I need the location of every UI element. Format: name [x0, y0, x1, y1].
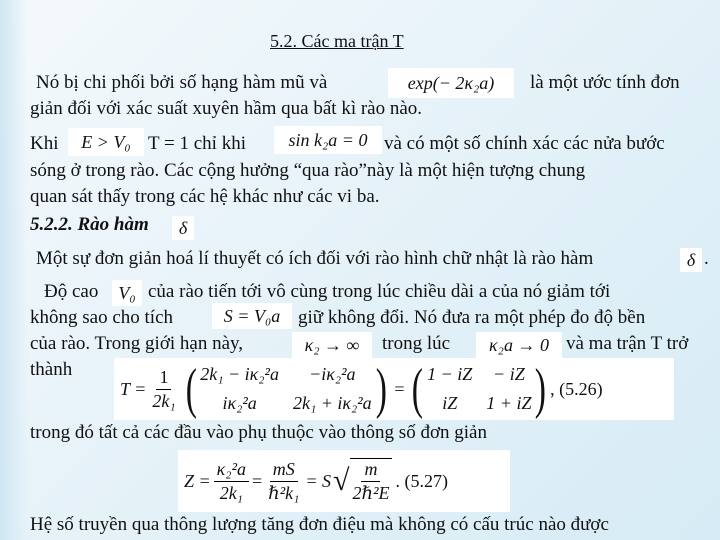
- slide-title: 5.2. Các ma trận T: [270, 31, 404, 51]
- p4-text-f: trong lúc: [382, 333, 451, 354]
- kappa-a-limit-formula: κ₂a → 0: [476, 332, 562, 358]
- barrier-strength-formula: S = V₀a: [212, 303, 292, 329]
- delta-symbol-inline: δ: [680, 248, 702, 272]
- p6-text: Hệ số truyền qua thông lượng tăng đơn điệu mà không có cấu trúc nào được: [30, 514, 609, 535]
- p2-text-b: T = 1 chỉ khi: [148, 133, 246, 154]
- p2-text-d: sóng ở trong rào. Các cộng hưởng “qua rào”này là một hiện tượng chung: [30, 160, 586, 181]
- eq526-matrix-left: ( 2k₁ − iκ₂²a −iκ₂²a iκ₂²a 2k₁ + iκ₂²a ): [185, 358, 387, 420]
- eq526-prefactor: $\frac{1}{\text{2k₁}}$: [152, 366, 176, 411]
- p4-text-h: thành: [30, 359, 73, 380]
- delta-symbol-heading: δ: [172, 216, 194, 240]
- p3-period: .: [704, 248, 709, 269]
- p1-text-c: giản đối với xác suất xuyên hầm qua bất kì rào nào.: [30, 98, 423, 119]
- p1-text-a: Nó bị chi phối bởi số hạng hàm mũ và: [36, 72, 328, 93]
- p5-text: trong đó tất cả các đầu vào phụ thuộc vào thông số đơn giản: [30, 422, 487, 443]
- p2-text-c: và có một số chính xác các nửa bước: [384, 133, 665, 154]
- equation-5-27: Z = $\frac{\text{κ₂²a}}{\text{2k₁}}$ = $\frac{mS}{\text{ℏ²k₁}}$ = S √ $\frac{m}{\text{2ℏ²E}}$ . (5.27): [178, 450, 510, 512]
- p1-text-b: là một ước tính đơn: [530, 72, 680, 93]
- sine-condition-formula: sin k₂a = 0: [274, 126, 382, 154]
- kappa-limit-formula: κ₂ → ∞: [292, 332, 372, 358]
- p2-text-e: quan sát thấy trong các hệ khác như các vi ba.: [30, 186, 380, 207]
- sqrt-sign: √: [333, 464, 350, 497]
- eq527-tag: . (5.27): [395, 470, 448, 491]
- slide-left-border: [0, 0, 28, 540]
- exp-formula: exp(− 2κ₂a): [388, 68, 514, 98]
- p2-text-a: Khi: [30, 133, 59, 154]
- section-heading: 5.2.2. Rào hàm: [30, 214, 149, 235]
- v0-symbol: V₀: [112, 280, 142, 306]
- p4-text-b: của rào tiến tới vô cùng trong lúc chiều dài a của nó giảm tới: [148, 281, 611, 302]
- eq526-tag: , (5.26): [550, 378, 603, 399]
- eq526-matrix-right: ( 1 − iZ − iZ iZ 1 + iZ ): [412, 358, 547, 420]
- p3-text-a: Một sự đơn giản hoá lí thuyết có ích đối với rào hình chữ nhật là rào hàm: [36, 248, 594, 269]
- p4-text-g: và ma trận T trở: [566, 333, 689, 354]
- p4-text-a: Độ cao: [44, 281, 99, 302]
- energy-condition-formula: E > V₀: [68, 128, 144, 156]
- eq526-lhs: T =: [120, 378, 147, 399]
- p4-text-c: không sao cho tích: [30, 307, 174, 328]
- p4-text-d: giữ không đổi. Nó đưa ra một phép đo độ bền: [298, 307, 646, 328]
- p4-text-e: của rào. Trong giới hạn này,: [30, 333, 244, 354]
- equation-5-26: T = $\frac{1}{\text{2k₁}}$ ( 2k₁ − iκ₂²a −iκ₂²a iκ₂²a 2k₁ + iκ₂²a ) = ( 1 − iZ − iZ iZ 1 + iZ ) , (5.26): [114, 358, 674, 420]
